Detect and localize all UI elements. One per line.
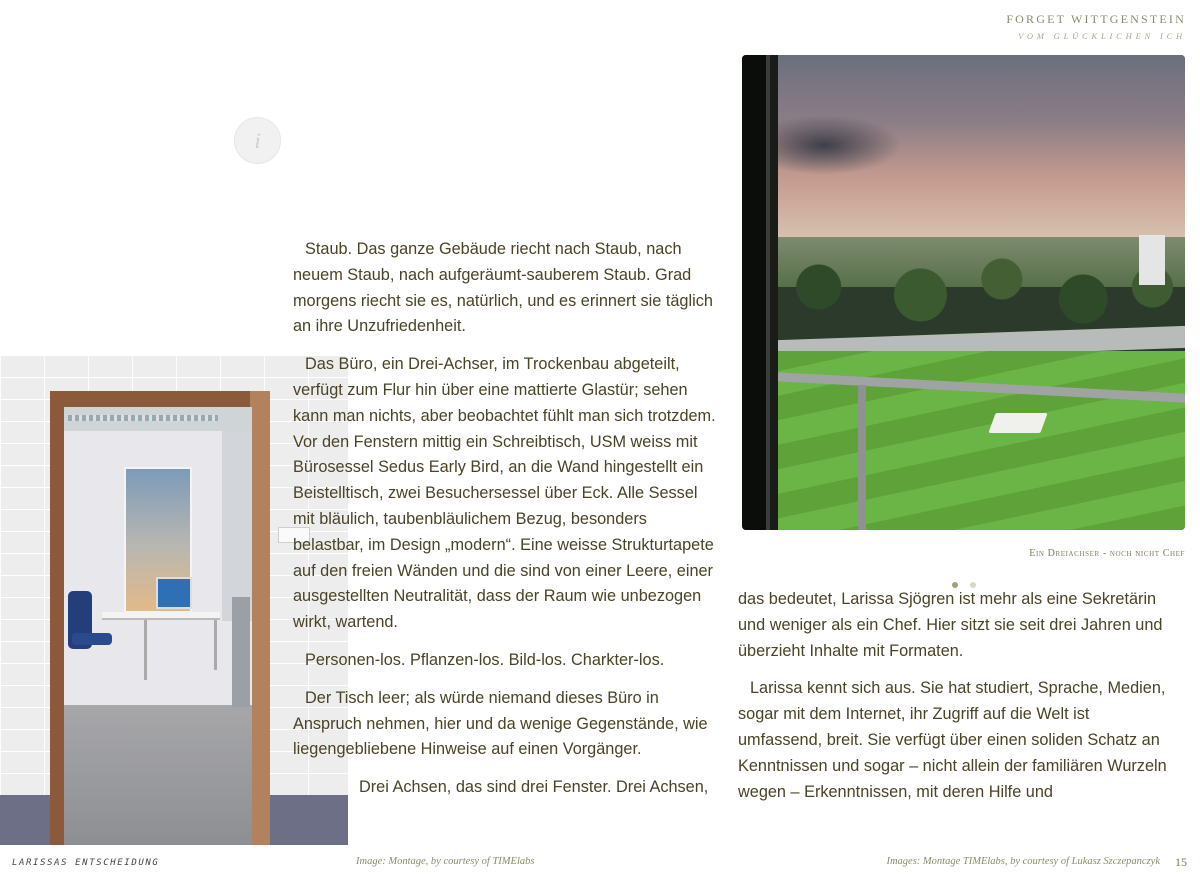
photo-caption: Ein Dreiachser - noch nicht Chef <box>1029 548 1185 559</box>
image-credit-left: Image: Montage, by courtesy of TIMElabs <box>356 856 535 867</box>
book-header <box>1006 12 1186 41</box>
paragraph: Der Tisch leer; als würde niemand dieses Büro in Anspruch nehmen, hier und da wenige Gegenstände, wie liegengebliebene Hinweise auf einen Vorgänger. <box>293 688 708 759</box>
paragraph: Larissa kennt sich aus. Sie hat studiert, Sprache, Medien, sogar mit dem Internet, ihr Zugriff auf die Welt ist umfassend, breit. Sie verfügt über einen soliden Schatz an Kenntnissen und sogar – nicht allein der familiären Wurzeln wegen – Erkenntnissen, mit deren Hilfe und <box>738 679 1167 801</box>
text-column-right <box>738 587 1178 817</box>
page-number: 15 <box>1175 855 1187 869</box>
picnic-bench <box>988 413 1047 433</box>
window-frame <box>742 55 778 530</box>
book-title: FORGET WITTGENSTEIN <box>1006 12 1186 26</box>
text-column-left <box>293 237 718 813</box>
info-icon: i <box>254 127 261 153</box>
view-photo[interactable] <box>742 55 1185 530</box>
office-room <box>64 407 252 845</box>
paragraph: das bedeutet, Larissa Sjögren ist mehr als eine Sekretärin und weniger als ein Chef. Hier sitzt sie seit drei Jahren und überzieht Inhalte mit Formaten. <box>738 590 1163 660</box>
image-credit-right: Images: Montage TIMElabs, by courtesy of Lukasz Szczepanczyk <box>886 856 1160 867</box>
monitor <box>156 577 192 609</box>
info-button[interactable] <box>234 117 281 164</box>
paragraph: Staub. Das ganze Gebäude riecht nach Staub, nach neuem Staub, nach aufgeräumt-sauberem Staub. Grad morgens riecht sie es, natürlich, und es erinnert sie täglich an ihre Unzufriedenheit. <box>293 240 713 336</box>
paragraph: Drei Achsen, das sind drei Fenster. Drei Achsen, <box>359 778 709 797</box>
book-subtitle: VOM GLÜCKLICHEN ICH <box>1018 31 1186 41</box>
chapter-tab-label[interactable]: LARISSAS ENTSCHEIDUNG <box>12 858 160 868</box>
paragraph: Personen-los. Pflanzen-los. Bild-los. Charkter-los. <box>305 650 665 669</box>
office-desk <box>102 612 220 620</box>
paragraph: Das Büro, ein Drei-Achser, im Trockenbau abgeteilt, verfügt zum Flur hin über eine mattierte Glastür; sehen kann man nichts, aber beobachtet fühlt man sich trotzdem. Vor den Fenstern mittig ein Schreibtisch, USM weiss mit Bürosessel Sedus Early Bird, an die Wand hingestellt ein Beistelltisch, zwei Besuchersessel über Eck. Alle Sessel mit bläulich, taubenbläulichem Bezug, besonders belastbar, im Design „modern“. Eine weisse Strukturtapete auf den freien Wänden und die sind von einer Leere, einer ausgestellten Neutralität, dass der Raum wie unbezogen wirkt, wartend. <box>293 355 716 632</box>
